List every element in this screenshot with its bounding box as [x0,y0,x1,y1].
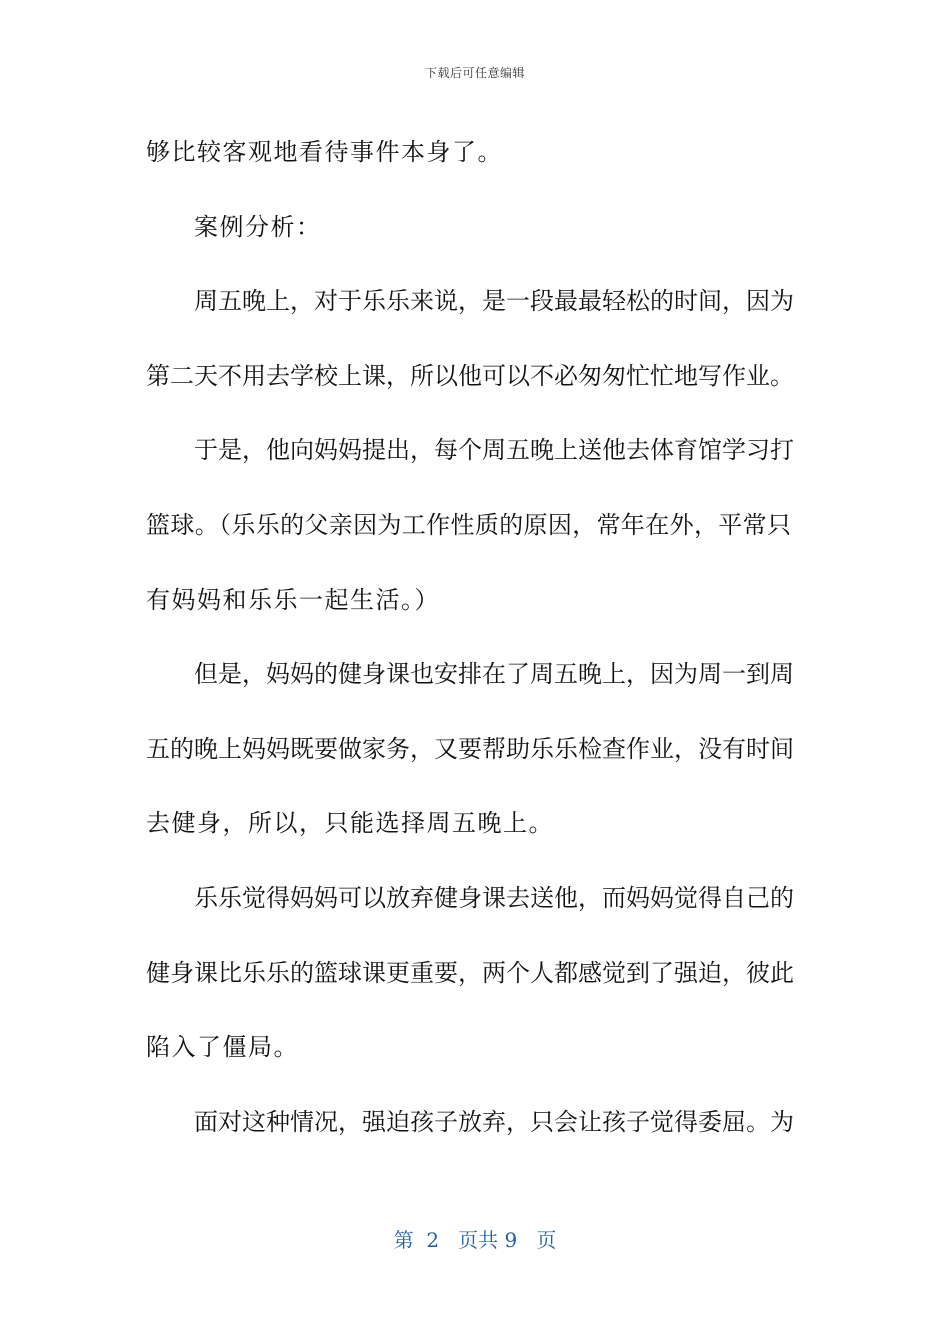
text-line: 第二天不用去学校上课，所以他可以不必匆匆忙忙地写作业。 [146,361,794,390]
text-line: 篮球。（乐乐的父亲因为工作性质的原因，常年在外，平常只 [146,510,791,539]
text-line: 够比较客观地看待事件本身了。 [146,138,503,166]
text-line: 健身课比乐乐的篮球课更重要，两个人都感觉到了强迫，彼此 [146,958,794,987]
page-footer: 第 2 页共 9 页 [393,1228,557,1252]
text-line: 乐乐觉得妈妈可以放弃健身课去送他，而妈妈觉得自己的 [194,883,794,912]
text-line: 五的晚上妈妈既要做家务，又要帮助乐乐检查作业，没有时间 [146,734,794,763]
text-line: 周五晚上，对于乐乐来说，是一段最最轻松的时间，因为 [194,287,794,316]
text-line: 但是，妈妈的健身课也安排在了周五晚上，因为周一到周 [194,660,794,689]
document-body [146,115,794,1159]
text-line: 去健身，所以，只能选择周五晚上。 [146,809,554,838]
text-line: 于是，他向妈妈提出，每个周五晚上送他去体育馆学习打 [194,436,794,465]
text-line: 陷入了僵局。 [146,1033,299,1062]
text-line: 案例分析： [194,212,322,241]
text-line: 面对这种情况，强迫孩子放弃，只会让孩子觉得委屈。为 [194,1107,794,1136]
text-line: 有妈妈和乐乐一起生活。） [146,585,440,614]
page-header: 下载后可任意编辑 [424,66,525,80]
